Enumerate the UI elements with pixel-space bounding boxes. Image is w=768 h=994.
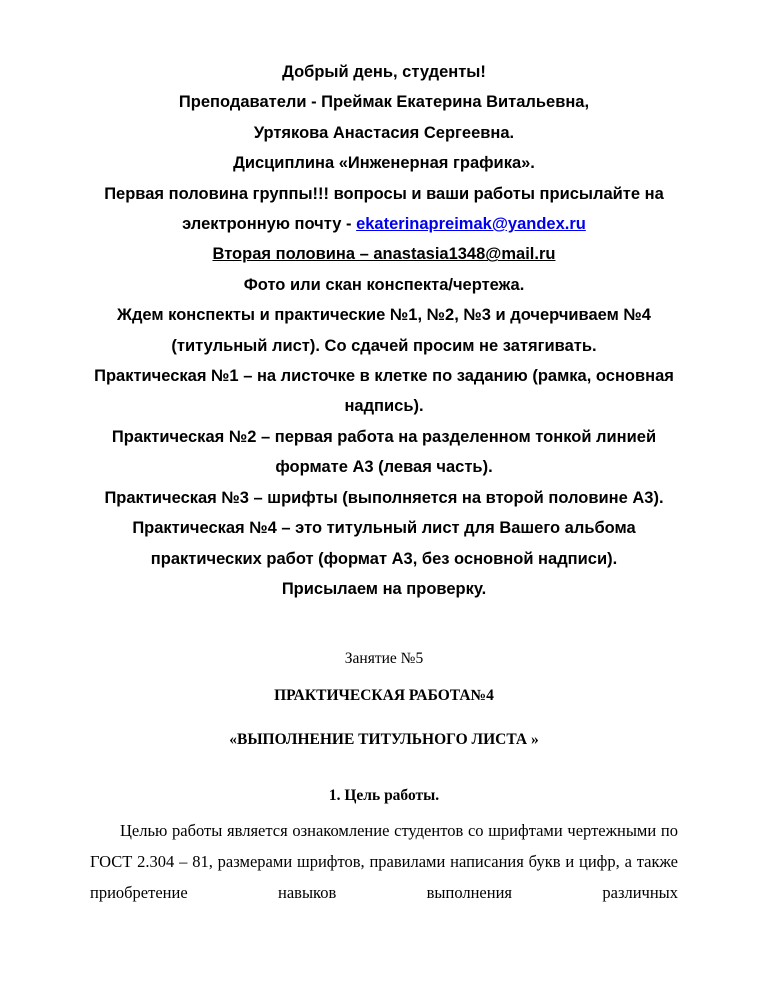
waiting-line-2: (титульный лист). Со сдачей просим не затягивать. — [171, 336, 597, 355]
practical-2-line-2: формате А3 (левая часть). — [275, 458, 493, 477]
work-title: ПРАКТИЧЕСКАЯ РАБОТА№4 — [274, 687, 494, 704]
photo-note: Фото или скан конспекта/чертежа. — [243, 275, 525, 294]
work-subtitle: «ВЫПОЛНЕНИЕ ТИТУЛЬНОГО ЛИСТА » — [229, 731, 539, 748]
teachers-line-1: Преподаватели - Преймак Екатерина Витальевна, — [178, 93, 590, 112]
send-note: Присылаем на проверку. — [281, 579, 487, 598]
lesson-number: Занятие №5 — [344, 650, 424, 667]
practical-1-line-1: Практическая №1 – на листочке в клетке по заданию (рамка, основная — [94, 367, 674, 386]
announcement-block — [90, 57, 678, 604]
discipline-line: Дисциплина «Инженерная графика». — [233, 154, 535, 173]
practical-1-line-2: надпись). — [344, 397, 424, 416]
practical-3-line: Практическая №3 – шрифты (выполняется на второй половине А3). — [104, 488, 664, 507]
section-heading: 1. Цель работы. — [328, 787, 440, 804]
second-half-line[interactable]: Вторая половина – anastasia1348@mail.ru — [212, 245, 556, 264]
first-half-line-2 — [90, 209, 678, 239]
first-half-prefix: электронную почту - — [182, 215, 357, 234]
practical-4-line-1: Практическая №4 – это титульный лист для Вашего альбома — [132, 519, 636, 538]
practical-4-line-2: практических работ (формат А3, без основной надписи). — [150, 549, 618, 568]
first-half-line-1: Первая половина группы!!! вопросы и ваши работы присылайте на — [104, 184, 664, 203]
greeting-line: Добрый день, студенты! — [282, 63, 486, 81]
body-paragraph: Целью работы является ознакомление студентов со шрифтами чертежными по ГОСТ 2.304 – 81, размерами шрифтов, правилами написания букв и цифр, а также приобретение навыков выполнения различных — [90, 821, 678, 902]
teachers-line-2: Уртякова Анастасия Сергеевна. — [253, 123, 515, 142]
practical-2-line-1: Практическая №2 – первая работа на разделенном тонкой линией — [111, 427, 657, 446]
waiting-line-1: Ждем конспекты и практические №1, №2, №3 и дочерчиваем №4 — [117, 306, 651, 325]
email-link-first-half[interactable]: ekaterinapreimak@yandex.ru — [356, 215, 586, 234]
